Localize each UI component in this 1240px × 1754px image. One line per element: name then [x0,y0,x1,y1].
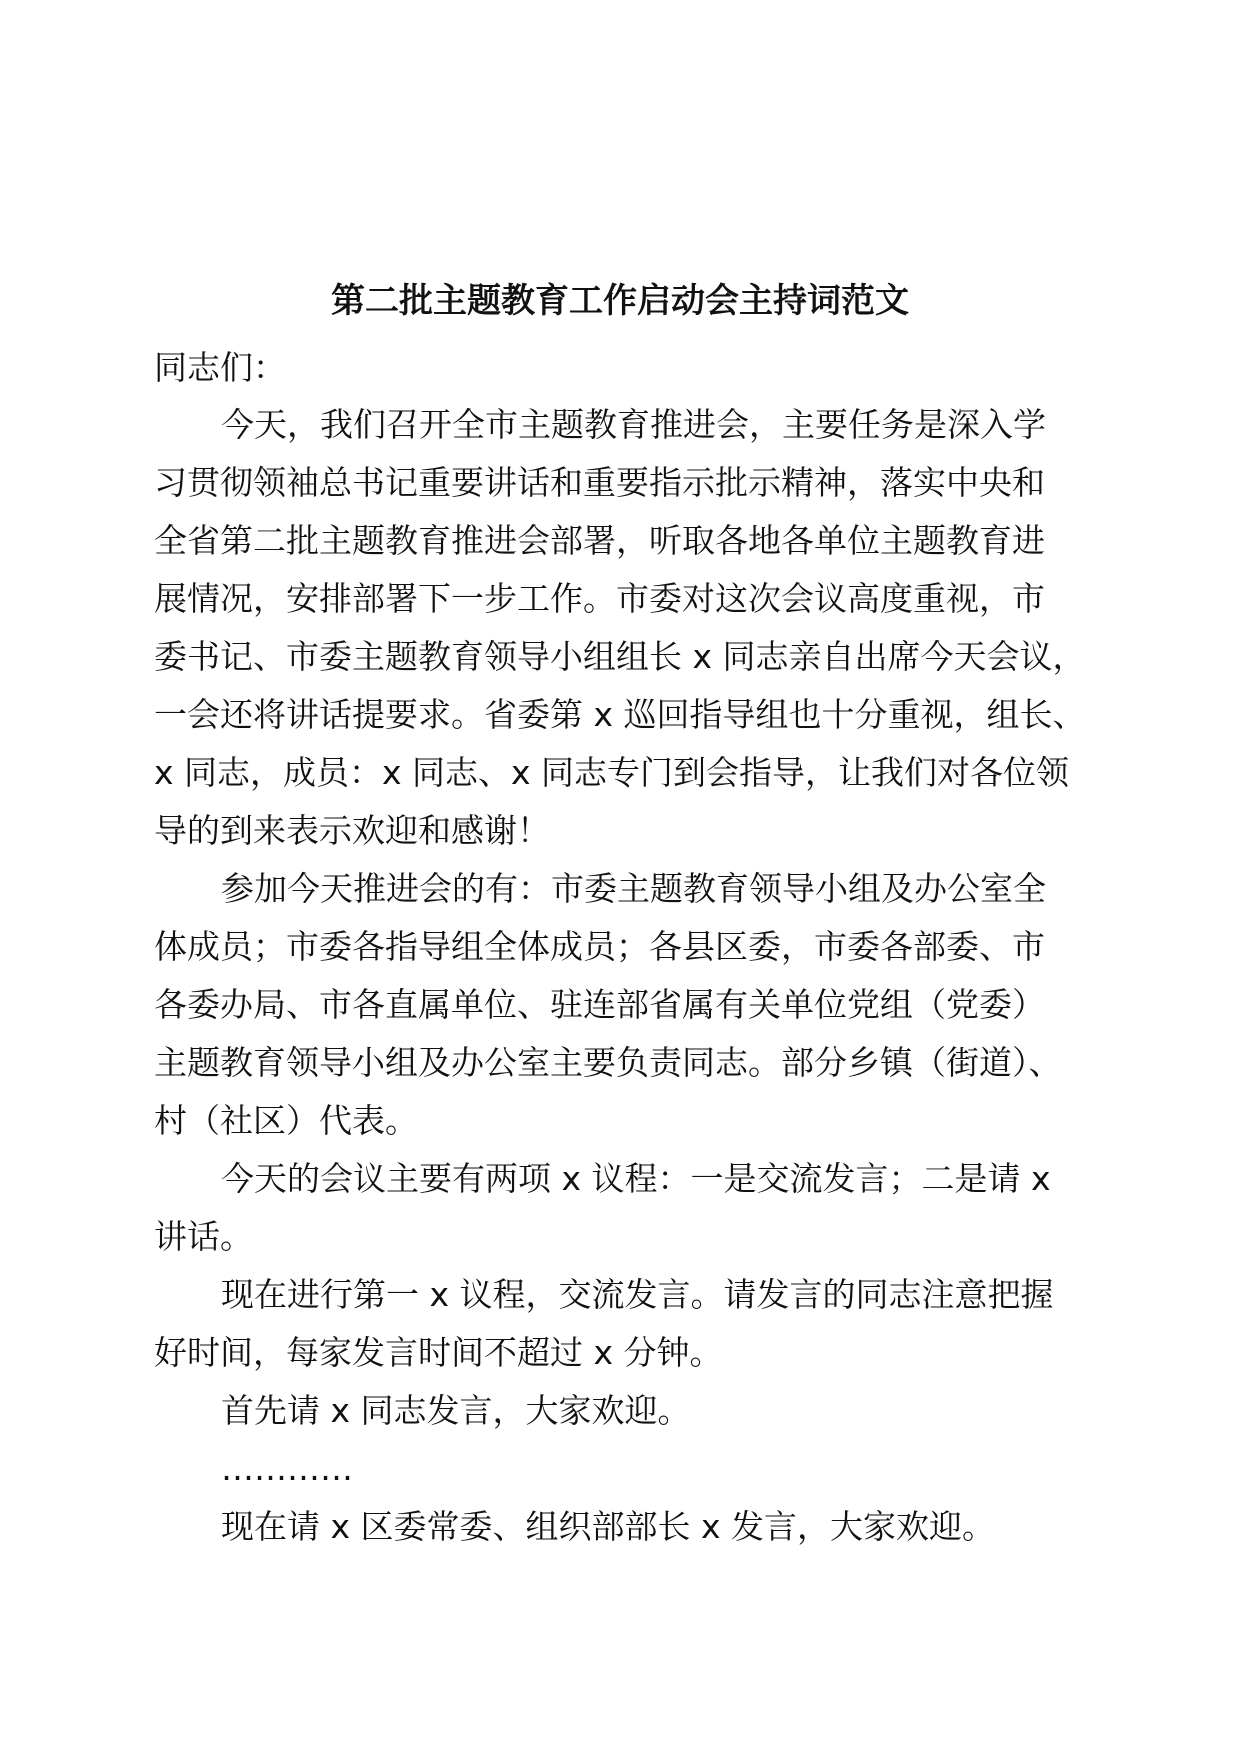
paragraph-1-line-6: 一会还将讲话提要求。省委第 x 巡回指导组也十分重视，组长、 [154,695,1086,734]
document-title: 第二批主题教育工作启动会主持词范文 [331,281,909,321]
paragraph-1-line-7: x 同志，成员：x 同志、x 同志专门到会指导，让我们对各位领 [154,753,1070,792]
paragraph-4-line-1: 现在进行第一 x 议程，交流发言。请发言的同志注意把握 [221,1275,1054,1314]
paragraph-4-line-2: 好时间，每家发言时间不超过 x 分钟。 [154,1333,723,1372]
paragraph-1-line-1: 今天，我们召开全市主题教育推进会，主要任务是深入学 [221,405,1046,444]
paragraph-2-line-2: 体成员；市委各指导组全体成员；各县区委，市委各部委、市 [154,927,1045,966]
paragraph-2-line-1: 参加今天推进会的有：市委主题教育领导小组及办公室全 [221,869,1046,908]
paragraph-1-line-5: 委书记、市委主题教育领导小组组长 x 同志亲自出席今天会议， [154,637,1086,676]
paragraph-1-line-8: 导的到来表示欢迎和感谢！ [154,811,550,850]
paragraph-3-line-1: 今天的会议主要有两项 x 议程：一是交流发言；二是请 x [221,1159,1051,1198]
salutation: 同志们： [154,348,286,387]
paragraph-2-line-4: 主题教育领导小组及办公室主要负责同志。部分乡镇（街道）、 [154,1043,1062,1082]
paragraph-2-line-5: 村（社区）代表。 [154,1101,418,1140]
ellipsis-line: ………… [221,1449,353,1488]
paragraph-1-line-2: 习贯彻领袖总书记重要讲话和重要指示批示精神，落实中央和 [154,463,1045,502]
paragraph-3-line-2: 讲话。 [154,1217,253,1256]
paragraph-1-line-4: 展情况，安排部署下一步工作。市委对这次会议高度重视，市 [154,579,1045,618]
paragraph-6-line-1: 现在请 x 区委常委、组织部部长 x 发言，大家欢迎。 [221,1507,996,1546]
paragraph-5-line-1: 首先请 x 同志发言，大家欢迎。 [221,1391,691,1430]
paragraph-1-line-3: 全省第二批主题教育推进会部署，听取各地各单位主题教育进 [154,521,1045,560]
paragraph-2-line-3: 各委办局、市各直属单位、驻连部省属有关单位党组（党委） [154,985,1045,1024]
